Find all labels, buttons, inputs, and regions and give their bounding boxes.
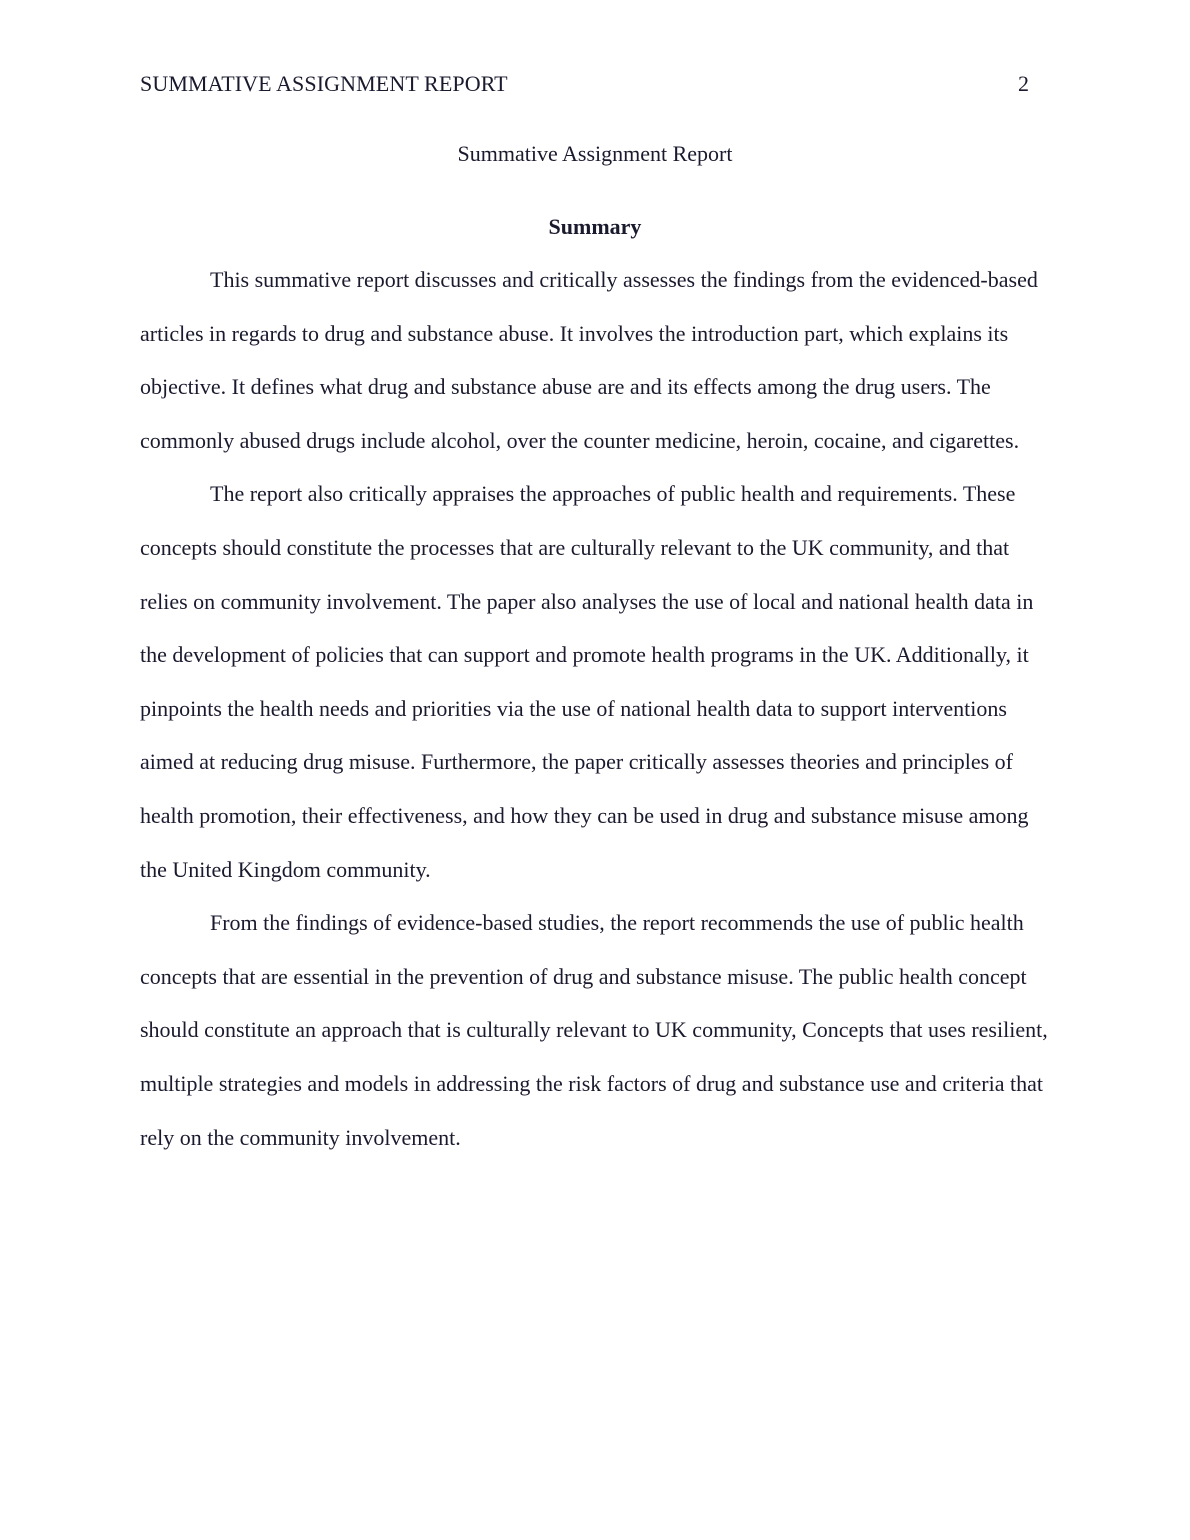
page-number: 2	[1018, 71, 1029, 96]
paragraph: This summative report discusses and critically assesses the findings from the evidenced-based articles in regards to drug and substance abuse. It involves the introduction part, which explains its objective. It defines what drug and substance abuse are and its effects among the drug users. The commonly abused drugs include alcohol, over the counter medicine, heroin, cocaine, and cigarettes.	[140, 267, 1038, 453]
summary-body	[140, 253, 1052, 1164]
section-heading-summary: Summary	[548, 214, 642, 239]
document-title: Summative Assignment Report	[457, 141, 733, 166]
paragraph: The report also critically appraises the approaches of public health and requirements. These concepts should constitute the processes that are culturally relevant to the UK community, and that relies on community involvement. The paper also analyses the use of local and national health data in the development of policies that can support and promote health programs in the UK. Additionally, it pinpoints the health needs and priorities via the use of national health data to support interventions aimed at reducing drug misuse. Furthermore, the paper critically assesses theories and principles of health promotion, their effectiveness, and how they can be used in drug and substance misuse among the United Kingdom community.	[140, 481, 1034, 882]
paragraph: From the findings of evidence-based studies, the report recommends the use of public health concepts that are essential in the prevention of drug and substance misuse. The public health concept should constitute an approach that is culturally relevant to UK community, Concepts that uses resilient, multiple strategies and models in addressing the risk factors of drug and substance use and criteria that rely on the community involvement.	[140, 910, 1048, 1150]
running-head: SUMMATIVE ASSIGNMENT REPORT	[140, 71, 508, 96]
